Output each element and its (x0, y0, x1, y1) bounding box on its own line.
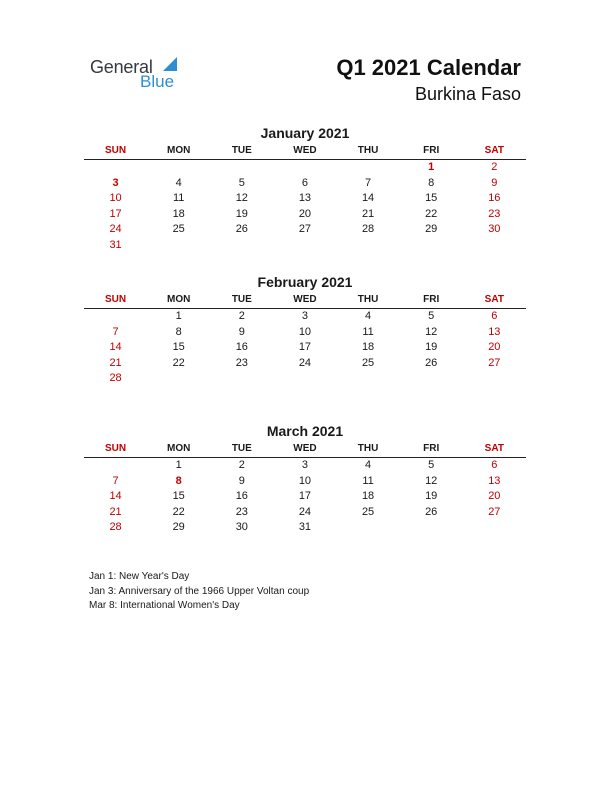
weekday-header: MON (167, 145, 191, 156)
day-cell: 25 (172, 223, 185, 235)
empty-day-cell (337, 520, 400, 536)
weekday-header: THU (357, 294, 379, 305)
day-cell: 17 (109, 207, 122, 220)
day-cell: 10 (298, 325, 312, 338)
weekday-header: WED (293, 145, 317, 156)
day-cell: 13 (488, 474, 501, 487)
day-cell: 9 (491, 176, 498, 189)
empty-day-cell (400, 520, 463, 536)
empty-day-cell (337, 371, 400, 387)
weekday-header: SAT (484, 145, 504, 156)
holiday-note: Jan 3: Anniversary of the 1966 Upper Voltan coup (89, 585, 310, 597)
week-row (84, 222, 526, 238)
week-row (84, 505, 526, 521)
empty-day-cell (147, 371, 210, 387)
week-row (84, 520, 526, 536)
day-cell: 21 (109, 505, 122, 518)
day-cell: 19 (235, 207, 248, 220)
day-cell: 26 (235, 223, 248, 235)
logo-blue-text: Blue (140, 72, 175, 91)
day-cell: 2 (491, 161, 498, 173)
day-cell: 16 (235, 490, 248, 502)
weekday-header: TUE (231, 294, 252, 305)
day-cell: 2 (238, 310, 245, 322)
week-row (84, 191, 526, 207)
day-cell: 26 (425, 356, 438, 369)
day-cell: 24 (109, 223, 122, 235)
day-cell: 30 (488, 223, 501, 235)
day-cell: 14 (109, 490, 122, 502)
day-cell: 20 (298, 207, 312, 220)
day-cell: 13 (298, 192, 312, 204)
day-cell: 20 (488, 341, 501, 353)
day-cell: 28 (361, 223, 375, 235)
day-cell: 12 (235, 192, 248, 204)
weekday-header: SUN (105, 294, 127, 305)
day-cell: 16 (235, 341, 248, 353)
empty-day-cell (147, 238, 210, 254)
day-cell: 23 (235, 356, 248, 369)
day-cell: 3 (112, 176, 119, 189)
day-cell: 5 (428, 310, 435, 322)
week-row (84, 371, 526, 387)
day-cell: 21 (361, 207, 375, 220)
day-cell: 1 (175, 459, 182, 471)
empty-day-cell (273, 371, 336, 387)
day-cell: 7 (365, 176, 372, 189)
day-cell: 23 (235, 505, 248, 518)
day-cell: 5 (428, 459, 435, 471)
day-cell: 14 (109, 341, 122, 353)
empty-day-cell (84, 309, 147, 325)
day-cell: 1 (428, 161, 435, 173)
week-row (84, 238, 526, 254)
day-cell: 6 (491, 459, 498, 471)
empty-day-cell (337, 160, 400, 176)
month-january (84, 124, 526, 253)
day-cell: 6 (301, 176, 308, 189)
month-title: January 2021 (260, 125, 350, 141)
weekday-header: TUE (231, 443, 252, 454)
day-cell: 10 (298, 474, 312, 487)
empty-day-cell (84, 160, 147, 176)
empty-day-cell (273, 238, 336, 254)
week-row (84, 340, 526, 356)
day-cell: 3 (301, 459, 308, 471)
day-cell: 8 (175, 325, 182, 338)
empty-day-cell (400, 371, 463, 387)
empty-day-cell (84, 458, 147, 474)
weekday-header-row (84, 292, 526, 309)
weekday-header: MON (167, 443, 191, 454)
day-cell: 17 (298, 341, 312, 353)
empty-day-cell (273, 160, 336, 176)
day-cell: 15 (172, 490, 185, 502)
day-cell: 9 (238, 474, 245, 487)
day-cell: 27 (488, 356, 501, 369)
day-cell: 16 (488, 192, 501, 204)
weekday-header: SAT (484, 294, 504, 305)
weekday-header: FRI (423, 294, 440, 305)
day-cell: 25 (361, 356, 375, 369)
day-cell: 4 (365, 310, 372, 322)
weekday-header: SUN (105, 443, 127, 454)
empty-day-cell (463, 371, 526, 387)
month-title: March 2021 (266, 423, 344, 439)
day-cell: 7 (112, 474, 119, 487)
day-cell: 5 (238, 176, 245, 189)
month-title: February 2021 (257, 274, 353, 290)
day-cell: 21 (109, 356, 122, 369)
weekday-header: THU (357, 145, 379, 156)
day-cell: 8 (428, 176, 435, 189)
logo (90, 55, 200, 95)
weekday-header: FRI (423, 443, 440, 454)
empty-day-cell (147, 160, 210, 176)
day-cell: 11 (362, 474, 374, 487)
empty-day-cell (400, 238, 463, 254)
empty-day-cell (210, 238, 273, 254)
weekday-header: SAT (484, 443, 504, 454)
day-cell: 30 (235, 521, 248, 533)
day-cell: 18 (361, 490, 375, 502)
day-cell: 12 (425, 474, 438, 487)
weekday-header-row (84, 143, 526, 160)
empty-day-cell (463, 520, 526, 536)
page-title: Q1 2021 Calendar (336, 55, 521, 80)
day-cell: 25 (361, 505, 375, 518)
day-cell: 31 (109, 238, 122, 251)
day-cell: 23 (488, 207, 501, 220)
week-row (84, 474, 526, 490)
empty-day-cell (210, 160, 273, 176)
day-cell: 7 (112, 325, 119, 338)
country-name: Burkina Faso (414, 84, 521, 104)
day-cell: 17 (298, 490, 312, 502)
day-cell: 14 (361, 192, 375, 204)
week-row (84, 160, 526, 176)
logo-general-text: General (90, 57, 153, 77)
holiday-notes (89, 570, 309, 614)
day-cell: 20 (488, 490, 501, 502)
month-march (84, 422, 526, 536)
day-cell: 28 (109, 521, 122, 533)
day-cell: 29 (172, 521, 185, 533)
day-cell: 1 (175, 310, 182, 322)
weekday-header: WED (293, 443, 317, 454)
weekday-header: SUN (105, 145, 127, 156)
month-february (84, 273, 526, 387)
weekday-header: WED (293, 294, 317, 305)
day-cell: 12 (425, 325, 438, 338)
day-cell: 4 (175, 176, 182, 189)
weekday-header: THU (357, 443, 379, 454)
day-cell: 28 (109, 372, 122, 384)
day-cell: 6 (491, 310, 498, 322)
empty-day-cell (337, 238, 400, 254)
holiday-note: Jan 1: New Year's Day (89, 571, 190, 582)
day-cell: 2 (238, 459, 245, 471)
day-cell: 24 (298, 505, 312, 518)
weekday-header-row (84, 441, 526, 458)
week-row (84, 356, 526, 372)
day-cell: 31 (298, 521, 312, 533)
day-cell: 27 (298, 223, 312, 235)
weekday-header: MON (167, 294, 191, 305)
week-row (84, 489, 526, 505)
day-cell: 11 (362, 325, 374, 338)
week-row (84, 325, 526, 341)
week-row (84, 309, 526, 325)
day-cell: 29 (425, 223, 438, 235)
day-cell: 15 (172, 341, 185, 353)
day-cell: 10 (109, 192, 122, 204)
empty-day-cell (210, 371, 273, 387)
holiday-note: Mar 8: International Women's Day (89, 600, 240, 611)
empty-day-cell (463, 238, 526, 254)
day-cell: 22 (425, 207, 438, 220)
day-cell: 19 (425, 490, 438, 502)
day-cell: 19 (425, 341, 438, 353)
logo-triangle-icon (163, 57, 177, 71)
day-cell: 22 (172, 356, 185, 369)
day-cell: 11 (172, 192, 185, 204)
day-cell: 15 (425, 192, 438, 204)
week-row (84, 458, 526, 474)
day-cell: 4 (365, 459, 372, 471)
day-cell: 9 (238, 325, 245, 338)
day-cell: 18 (361, 341, 375, 353)
day-cell: 24 (298, 356, 312, 369)
day-cell: 18 (172, 207, 185, 220)
day-cell: 26 (425, 505, 438, 518)
day-cell: 3 (301, 310, 308, 322)
day-cell: 8 (175, 474, 182, 487)
week-row (84, 176, 526, 192)
week-row (84, 207, 526, 223)
weekday-header: TUE (231, 145, 252, 156)
weekday-header: FRI (423, 145, 440, 156)
day-cell: 22 (172, 505, 185, 518)
day-cell: 27 (488, 505, 501, 518)
day-cell: 13 (488, 325, 501, 338)
